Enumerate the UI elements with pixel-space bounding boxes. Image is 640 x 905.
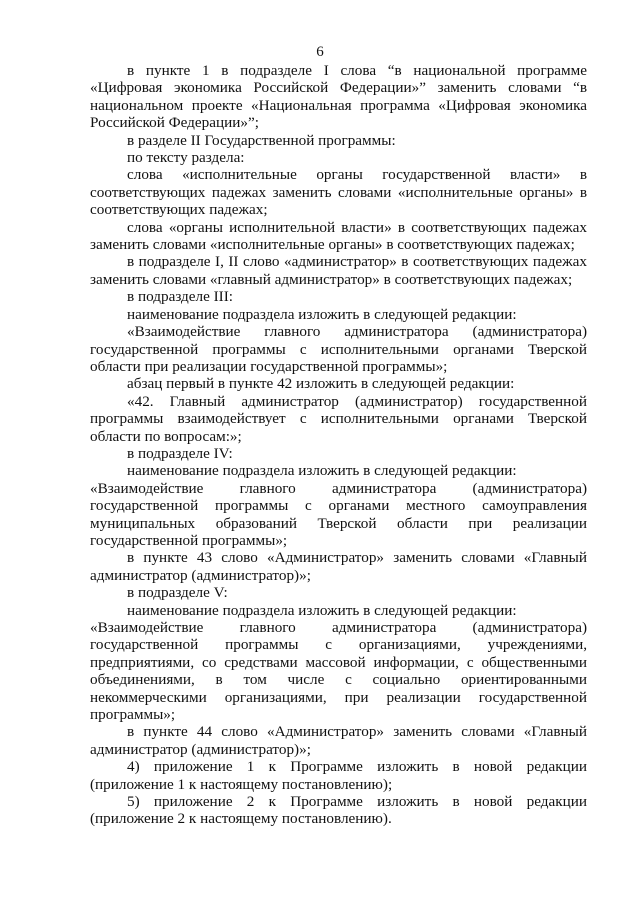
- paragraph: наименование подраздела изложить в следующей редакции:: [127, 601, 517, 619]
- paragraph: в пункте 43 слово «Администратор» заменить словами «Главный администратор (администратор)»;: [90, 549, 587, 584]
- paragraph: слова «органы исполнительной власти» в соответствующих падежах заменить словами «исполнительные органы» в соответствующих падежах;: [90, 218, 587, 254]
- paragraph: в пункте 1 в подразделе I слова “в национальной программе «Цифровая экономика Российской Федерации»” заменить словами “в национальном проекте «Национальная программа «Цифровая экономика Российской Федерации»”;: [90, 62, 587, 132]
- paragraph: «Взаимодействие главного администратора (администратора) государственной программы с исполнительными органами Тверской области при реализации государственной программы»;: [90, 323, 587, 375]
- page-number: 6: [316, 44, 324, 60]
- paragraph: в пункте 44 слово «Администратор» заменить словами «Главный администратор (администратор)»;: [90, 723, 587, 758]
- paragraph: в разделе II Государственной программы:: [127, 131, 396, 149]
- paragraph: в подразделе III:: [127, 288, 234, 306]
- paragraph: по тексту раздела:: [127, 149, 245, 167]
- paragraph: «Взаимодействие главного администратора (администратора) государственной программы с органами местного самоуправления муниципальных образований Тверской области при реализации государственной программы»;: [90, 479, 587, 549]
- paragraph: 5) приложение 2 к Программе изложить в новой редакции (приложение 2 к настоящему постановлению).: [90, 793, 587, 828]
- paragraph: наименование подраздела изложить в следующей редакции:: [127, 462, 517, 480]
- paragraph: 4) приложение 1 к Программе изложить в новой редакции (приложение 1 к настоящему постановлению);: [90, 758, 587, 793]
- paragraph: слова «исполнительные органы государственной власти» в соответствующих падежах заменить словами «исполнительные органы» в соответствующих падежах;: [90, 166, 587, 219]
- paragraph: в подразделе V:: [127, 584, 228, 602]
- paragraph: «Взаимодействие главного администратора (администратора) государственной программы с организациями, учреждениями, предприятиями, со средствами массовой информации, с общественными объединениями, в том числе с социально ориентированными некоммерческими организациями, при реализации государственной программы»;: [90, 619, 587, 724]
- paragraph: «42. Главный администратор (администратор) государственной программы взаимодействует с исполнительными органами Тверской области по вопросам:»;: [90, 392, 587, 445]
- paragraph: абзац первый в пункте 42 изложить в следующей редакции:: [127, 375, 515, 393]
- paragraph: в подразделе IV:: [127, 444, 233, 462]
- document-body: [90, 62, 587, 828]
- paragraph: наименование подраздела изложить в следующей редакции:: [127, 305, 517, 323]
- paragraph: в подразделе I, II слово «администратор» в соответствующих падежах заменить словами «главный администратор» в соответствующих падежах;: [90, 253, 587, 288]
